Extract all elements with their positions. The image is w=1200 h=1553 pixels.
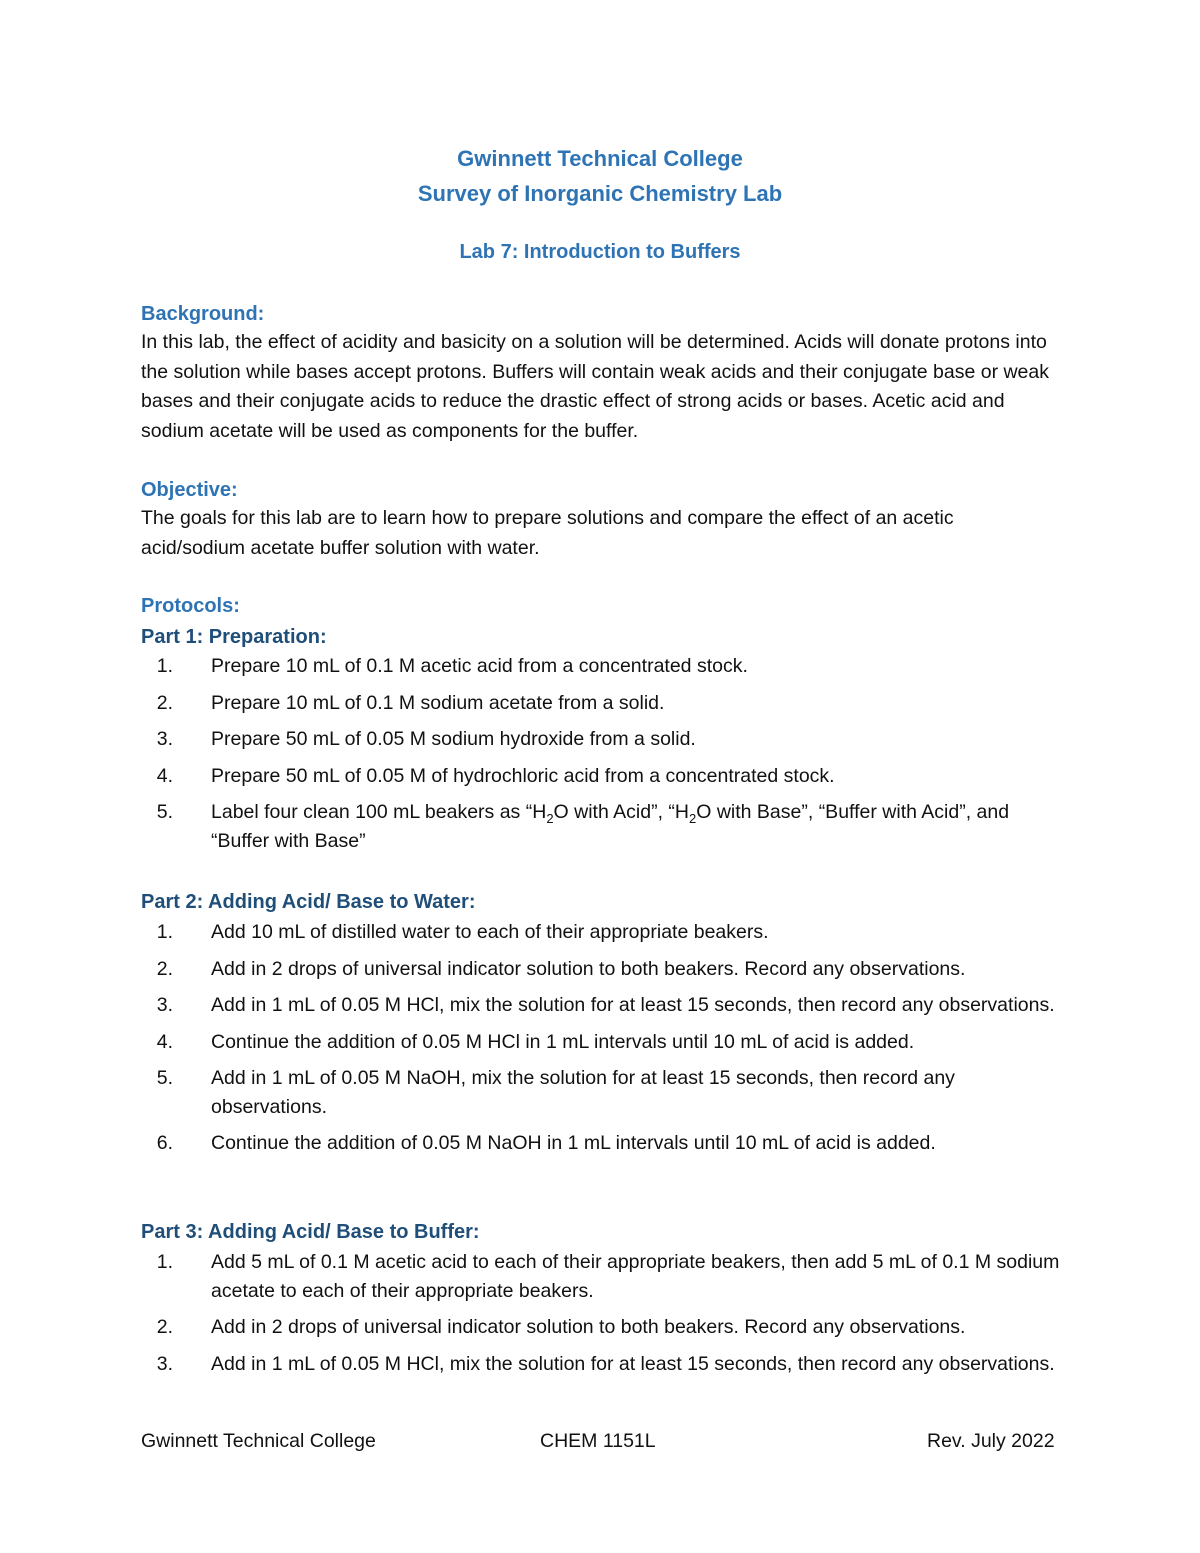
- part1-heading: Part 1: Preparation:: [141, 626, 327, 648]
- list-item: [141, 798, 1061, 855]
- list-item: [141, 1129, 1061, 1158]
- list-text: Prepare 50 mL of 0.05 M sodium hydroxide from a solid.: [211, 728, 696, 750]
- list-item: [141, 955, 1061, 984]
- list-item: [141, 652, 1061, 681]
- list-item: [141, 725, 1061, 754]
- part2-list: [141, 918, 1061, 1158]
- part2-heading: Part 2: Adding Acid/ Base to Water:: [141, 891, 476, 913]
- course-title: Survey of Inorganic Chemistry Lab: [417, 181, 783, 206]
- list-text: Add in 1 mL of 0.05 M HCl, mix the solution for at least 15 seconds, then record any observations.: [211, 994, 1055, 1016]
- list-text: Label four clean 100 mL beakers as “$H_2O$ with Acid”, “$H_2O$ with Base”, “Buffer with Acid”, and “Buffer with Base”: [211, 801, 1010, 852]
- part3-list: [141, 1248, 1061, 1378]
- background-heading: Background:: [141, 303, 265, 325]
- list-item: [141, 1028, 1061, 1057]
- list-text: Add in 1 mL of 0.05 M NaOH, mix the solution for at least 15 seconds, then record any observations.: [211, 1067, 955, 1118]
- list-item: [141, 991, 1061, 1020]
- list-number: 3.: [156, 728, 173, 750]
- list-item: [141, 762, 1061, 791]
- footer-revision: Rev. July 2022: [927, 1430, 1055, 1452]
- list-item: [141, 918, 1061, 947]
- part1-list: [141, 652, 1061, 855]
- list-number: 5.: [156, 1067, 173, 1089]
- list-text: Prepare 10 mL of 0.1 M sodium acetate from a solid.: [211, 691, 665, 714]
- list-text: Continue the addition of 0.05 M HCl in 1 mL intervals until 10 mL of acid is added.: [211, 1030, 915, 1053]
- protocols-heading: Protocols:: [141, 595, 240, 617]
- list-number: 5.: [156, 801, 173, 823]
- list-number: 1.: [156, 1251, 173, 1273]
- footer-course: CHEM 1151L: [540, 1430, 656, 1452]
- list-number: 2.: [156, 957, 173, 980]
- list-text: Prepare 50 mL of 0.05 M of hydrochloric acid from a concentrated stock.: [211, 764, 835, 787]
- college-title: Gwinnett Technical College: [457, 146, 743, 171]
- list-item: [141, 689, 1061, 718]
- list-text: Add in 2 drops of universal indicator solution to both beakers. Record any observations.: [211, 957, 966, 980]
- objective-heading: Objective:: [141, 479, 238, 501]
- list-number: 3.: [156, 994, 173, 1016]
- list-number: 4.: [156, 1030, 173, 1053]
- part3-heading: Part 3: Adding Acid/ Base to Buffer:: [141, 1221, 480, 1243]
- list-number: 3.: [156, 1352, 173, 1375]
- list-number: 4.: [156, 764, 173, 787]
- list-text: Add 10 mL of distilled water to each of their appropriate beakers.: [211, 921, 769, 943]
- list-number: 6.: [156, 1132, 173, 1154]
- list-number: 2.: [156, 1316, 173, 1338]
- list-number: 1.: [156, 655, 173, 677]
- list-text: Add in 1 mL of 0.05 M HCl, mix the solution for at least 15 seconds, then record any observations.: [211, 1352, 1055, 1375]
- objective-text: The goals for this lab are to learn how to prepare solutions and compare the effect of an acetic acid/sodium acetate buffer solution with water.: [141, 507, 954, 559]
- list-number: 2.: [156, 691, 173, 714]
- list-text: Add in 2 drops of universal indicator solution to both beakers. Record any observations.: [211, 1316, 966, 1338]
- list-text: Prepare 10 mL of 0.1 M acetic acid from a concentrated stock.: [211, 655, 748, 677]
- list-text: Add 5 mL of 0.1 M acetic acid to each of their appropriate beakers, then add 5 mL of 0.1 M sodium acetate to each of their appropriate beakers.: [211, 1251, 1060, 1302]
- list-item: [141, 1248, 1061, 1305]
- list-number: 1.: [156, 921, 173, 943]
- list-item: [141, 1064, 1061, 1121]
- background-text: In this lab, the effect of acidity and basicity on a solution will be determined. Acids will donate protons into the solution while bases accept protons. Buffers will contain weak acids and their conjugate base or weak bases and their conjugate acids to reduce the drastic effect of strong acids or bases. Acetic acid and sodium acetate will be used as components for the buffer.: [141, 331, 1049, 442]
- lab-title: Lab 7: Introduction to Buffers: [459, 241, 741, 263]
- footer-college: Gwinnett Technical College: [141, 1430, 376, 1452]
- list-text: Continue the addition of 0.05 M NaOH in 1 mL intervals until 10 mL of acid is added.: [211, 1132, 936, 1154]
- list-item: [141, 1350, 1061, 1379]
- list-item: [141, 1313, 1061, 1342]
